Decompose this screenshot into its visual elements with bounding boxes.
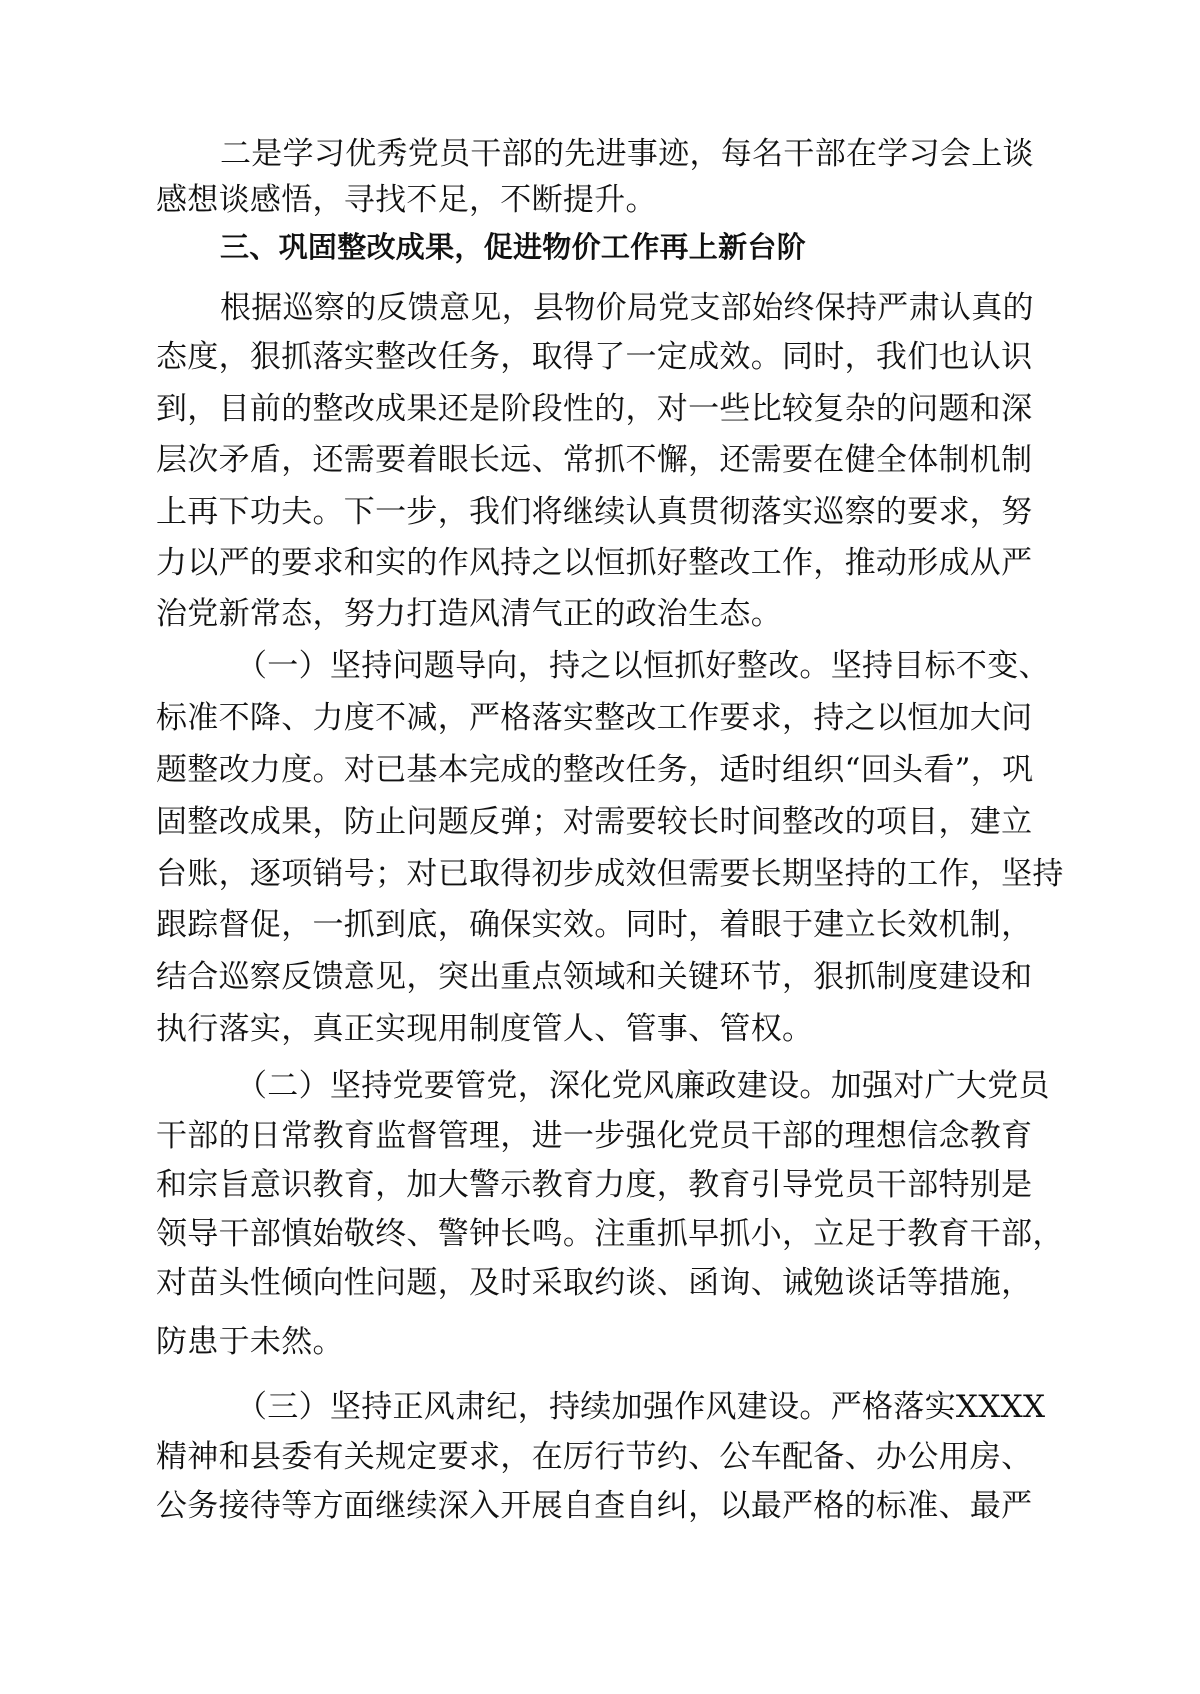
text-line: 精神和县委有关规定要求，在厉行节约、公车配备、办公用房、 bbox=[156, 1439, 1033, 1475]
text-line: 二是学习优秀党员干部的先进事迹，每名干部在学习会上谈 bbox=[220, 136, 1034, 172]
text-line: 标准不降、力度不减，严格落实整改工作要求，持之以恒加大问 bbox=[156, 700, 1033, 736]
text-line: 层次矛盾，还需要着眼长远、常抓不懈，还需要在健全体制机制 bbox=[156, 442, 1033, 478]
text-line: 干部的日常教育监督管理，进一步强化党员干部的理想信念教育 bbox=[156, 1118, 1033, 1154]
text-line: （三）坚持正风肃纪，持续加强作风建设。严格落实XXXX bbox=[236, 1389, 1046, 1425]
text-line: 感想谈感悟，寻找不足，不断提升。 bbox=[156, 182, 657, 218]
text-line: 领导干部慎始敬终、警钟长鸣。注重抓早抓小，立足于教育干部， bbox=[156, 1216, 1064, 1252]
text-line: 台账，逐项销号；对已取得初步成效但需要长期坚持的工作，坚持 bbox=[156, 856, 1064, 892]
text-line: 固整改成果，防止问题反弹；对需要较长时间整改的项目，建立 bbox=[156, 804, 1033, 840]
text-line: （一）坚持问题导向，持之以恒抓好整改。坚持目标不变、 bbox=[236, 648, 1050, 684]
text-line: 防患于未然。 bbox=[156, 1324, 344, 1360]
text-line: 治党新常态，努力打造风清气正的政治生态。 bbox=[156, 596, 782, 632]
text-line: 根据巡察的反馈意见，县物价局党支部始终保持严肃认真的 bbox=[220, 290, 1034, 326]
text-line: 力以严的要求和实的作风持之以恒抓好整改工作，推动形成从严 bbox=[156, 545, 1033, 581]
text-line: （二）坚持党要管党，深化党风廉政建设。加强对广大党员 bbox=[236, 1068, 1050, 1104]
text-line: 上再下功夫。下一步，我们将继续认真贯彻落实巡察的要求，努 bbox=[156, 494, 1033, 530]
text-line: 题整改力度。对已基本完成的整改任务，适时组织“回头看”，巩 bbox=[156, 752, 1034, 788]
text-line: 到，目前的整改成果还是阶段性的，对一些比较复杂的问题和深 bbox=[156, 391, 1033, 427]
text-line: 对苗头性倾向性问题，及时采取约谈、函询、诫勉谈话等措施， bbox=[156, 1265, 1033, 1301]
text-line: 执行落实，真正实现用制度管人、管事、管权。 bbox=[156, 1011, 814, 1047]
text-line: 和宗旨意识教育，加大警示教育力度，教育引导党员干部特别是 bbox=[156, 1167, 1033, 1203]
text-line: 态度，狠抓落实整改任务，取得了一定成效。同时，我们也认识 bbox=[156, 339, 1033, 375]
section-heading: 三、巩固整改成果，促进物价工作再上新台阶 bbox=[220, 230, 807, 264]
text-line: 结合巡察反馈意见，突出重点领域和关键环节，狠抓制度建设和 bbox=[156, 959, 1033, 995]
text-line: 公务接待等方面继续深入开展自查自纠，以最严格的标准、最严 bbox=[156, 1488, 1033, 1524]
text-line: 跟踪督促，一抓到底，确保实效。同时，着眼于建立长效机制， bbox=[156, 907, 1033, 943]
